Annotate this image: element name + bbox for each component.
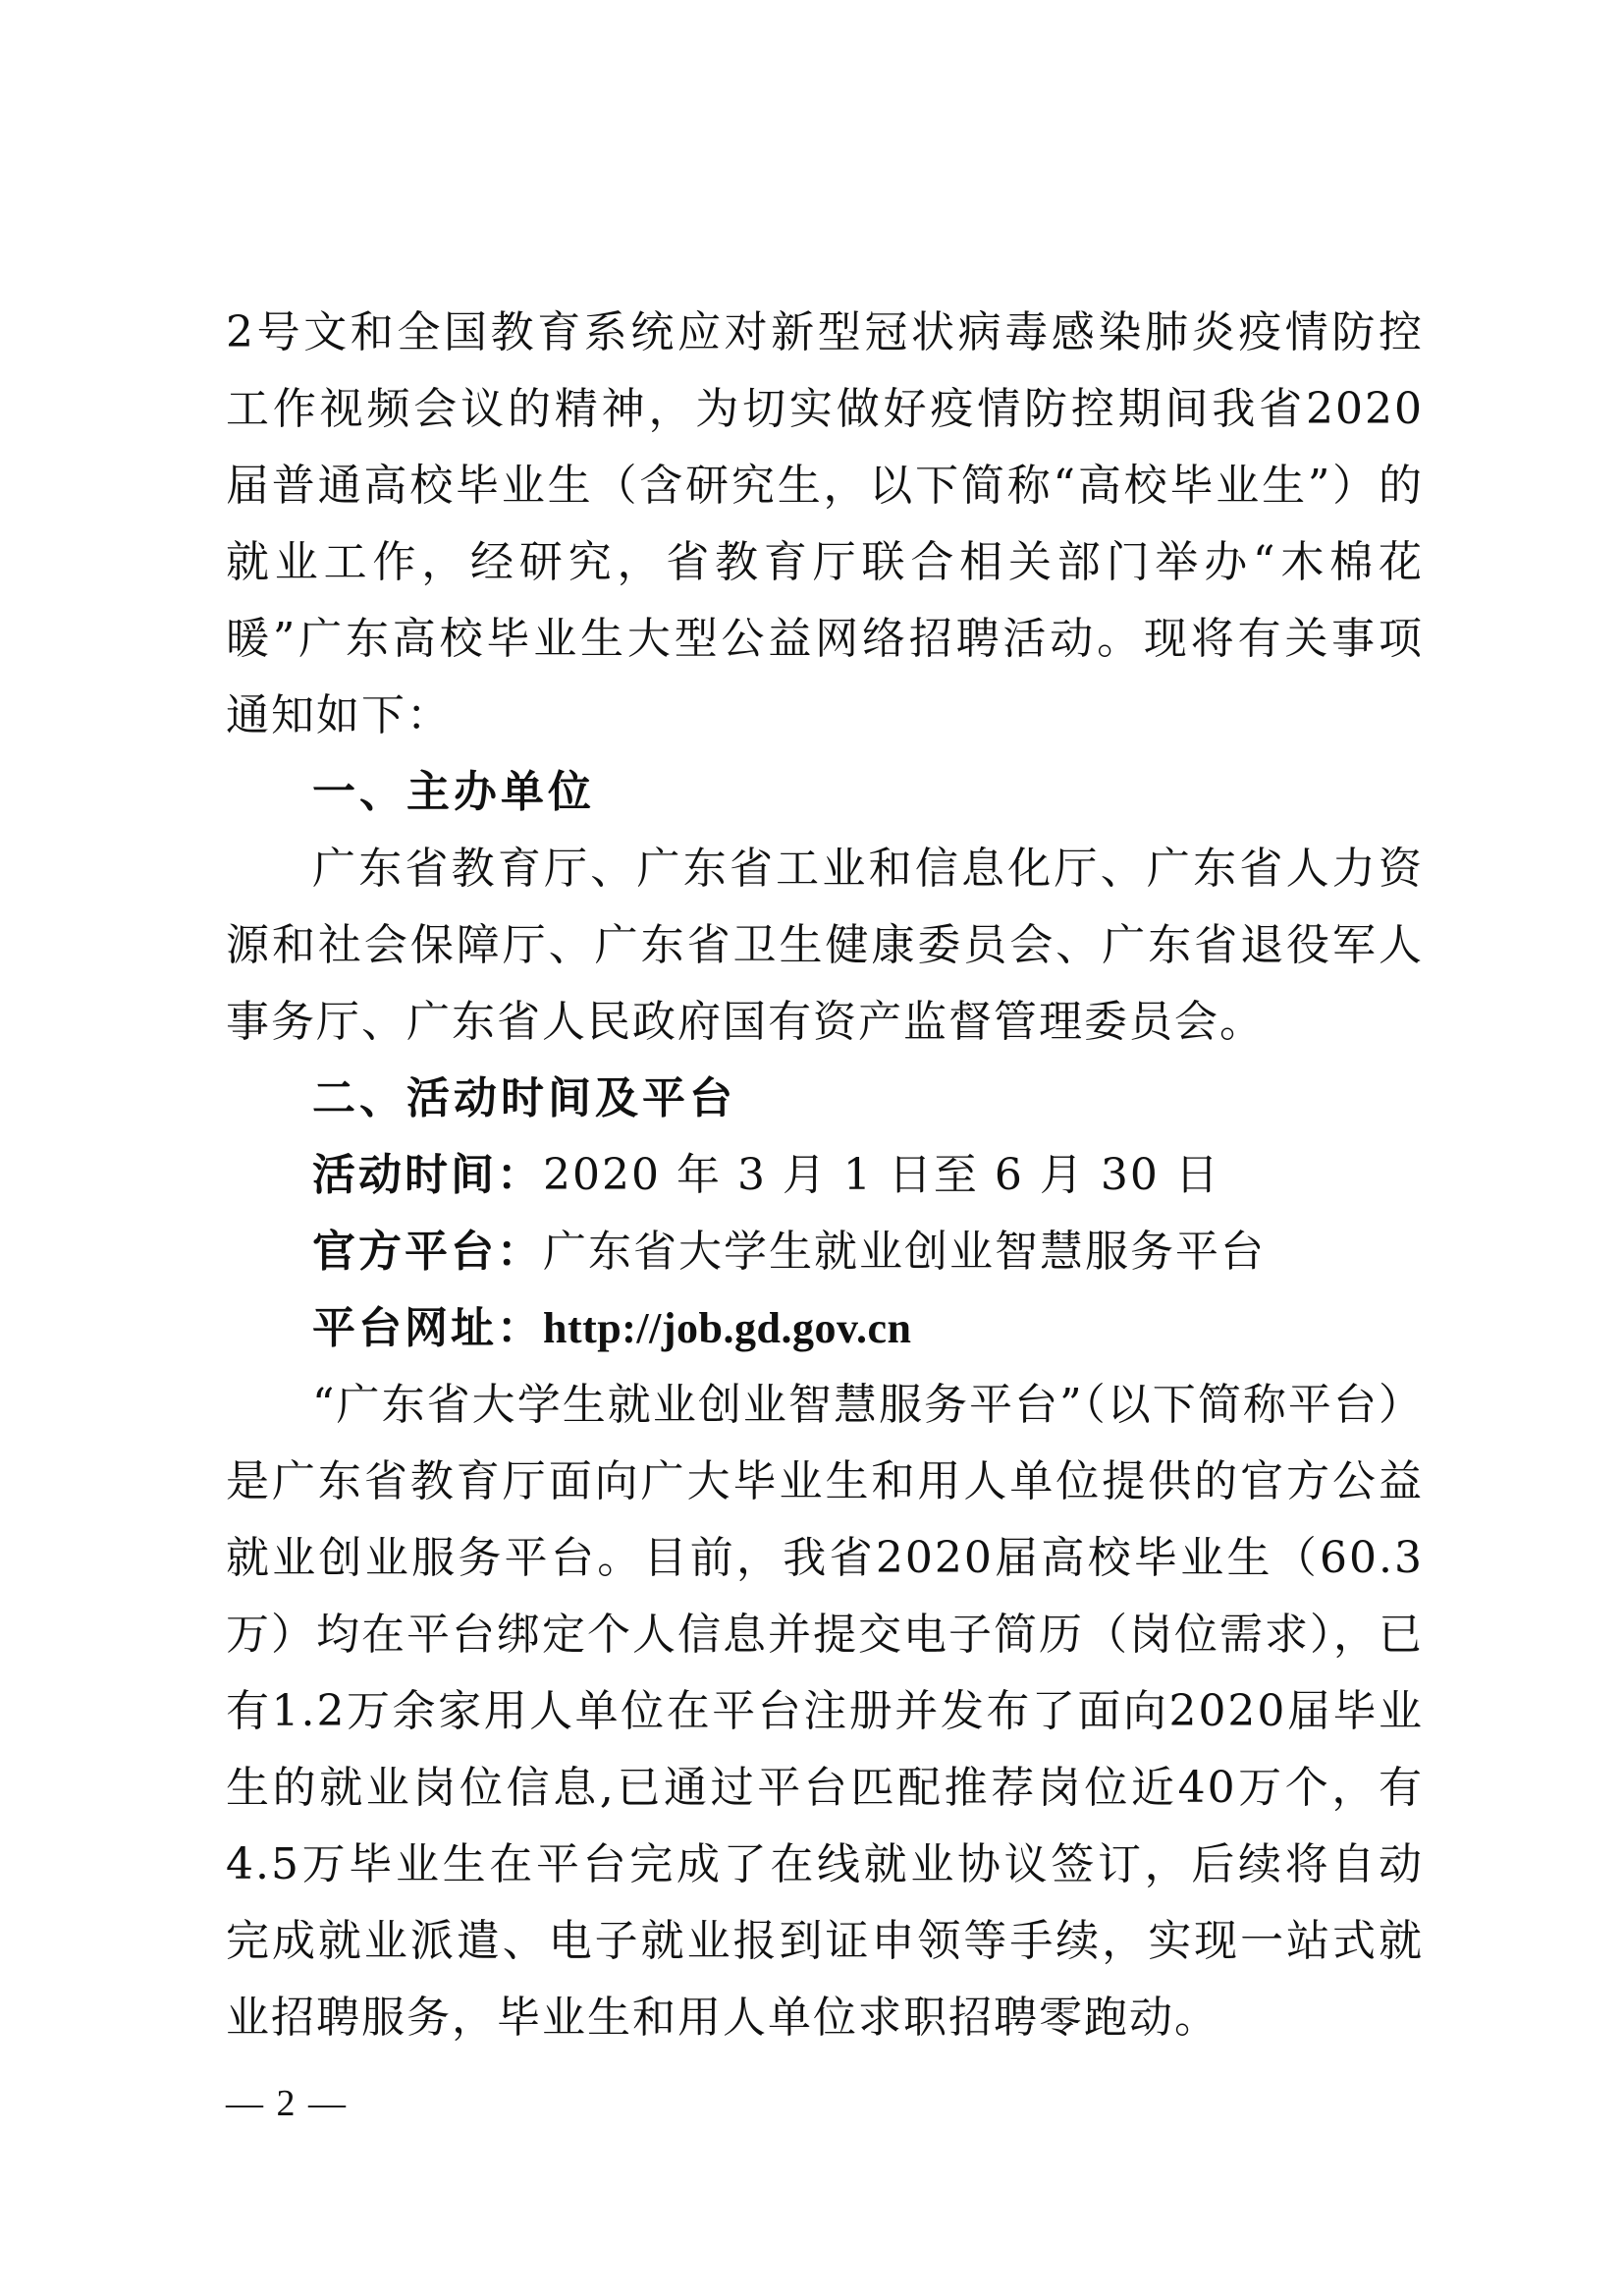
paragraph-intro: 2号文和全国教育系统应对新型冠状病毒感染肺炎疫情防控工作视频会议的精神，为切实做好疫情防控期间我省2020届普通高校毕业生（含研究生，以下简称“高校毕业生”）的就业工作，经研究，省教育厅联合相关部门举办“木棉花暖”广东高校毕业生大型公益网络招聘活动。现将有关事项通知如下： xyxy=(226,307,1424,740)
document-body xyxy=(226,295,1424,2056)
platform-url-label: 平台网址： xyxy=(312,1303,543,1353)
paragraph-organizers: 广东省教育厅、广东省工业和信息化厅、广东省人力资源和社会保障厅、广东省卫生健康委员会、广东省退役军人事务厅、广东省人民政府国有资产监督管理委员会。 xyxy=(226,844,1424,1047)
platform-url-value: http://job.gd.gov.cn xyxy=(543,1304,912,1352)
official-platform-line xyxy=(226,1214,1424,1290)
heading-organizers: 一、主办单位 xyxy=(312,767,595,817)
paragraph-platform-description: “广东省大学生就业创业智慧服务平台”（以下简称平台）是广东省教育厅面向广大毕业生和用人单位提供的官方公益就业创业服务平台。目前，我省2020届高校毕业生（60.3万）均在平台绑定个人信息并提交电子简历（岗位需求），已有1.2万余家用人单位在平台注册并发布了面向2020届毕业生的就业岗位信息,已通过平台匹配推荐岗位近40万个，有4.5万毕业生在平台完成了在线就业协议签订，后续将自动完成就业派遣、电子就业报到证申领等手续，实现一站式就业招聘服务，毕业生和用人单位求职招聘零跑动。 xyxy=(226,1380,1424,2043)
official-platform-label: 官方平台： xyxy=(312,1227,543,1277)
activity-time-label: 活动时间： xyxy=(312,1150,543,1200)
page-number: — 2 — xyxy=(226,2083,348,2124)
activity-time-line xyxy=(226,1137,1424,1214)
platform-url-line xyxy=(226,1290,1424,1367)
official-platform-value: 广东省大学生就业创业智慧服务平台 xyxy=(543,1227,1266,1277)
heading-time-platform: 二、活动时间及平台 xyxy=(312,1073,736,1123)
activity-time-value: 2020 年 3 月 1 日至 6 月 30 日 xyxy=(543,1150,1220,1200)
